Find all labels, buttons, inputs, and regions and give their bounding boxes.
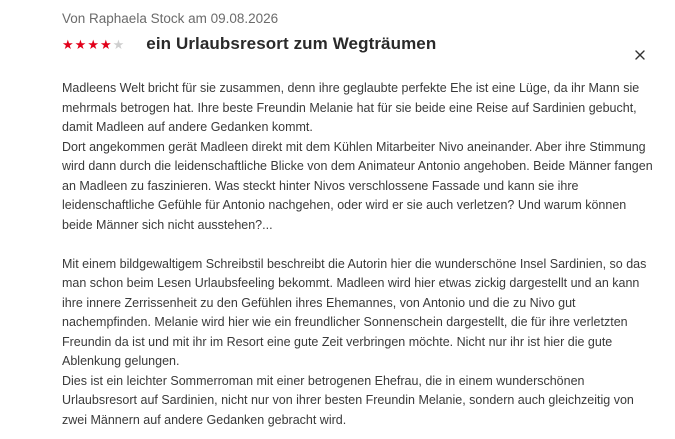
star-icon: ★: [74, 36, 87, 52]
close-button[interactable]: [630, 45, 650, 65]
review-paragraph: Mit einem bildgewaltigem Schreibstil beschreibt die Autorin hier die wunderschöne Insel Sardinien, so das man schon beim Lesen Urlaubsfeeling bekommt. Madleen wird hier etwas zickig dargestellt und an kann ihre innere Zerrissenheit zu den Gefühlen ihres Ehemannes, von Antonio und die zu Nivo gut nachempfinden. Melanie wird hier wie ein freundlicher Sonnenschein dargestellt, die für ihre verletzten Freundin da ist und mit ihr im Resort eine gute Zeit verbringen möchte. Nicht nur ihr ist hier die gute Ablenkung gelungen. Dies ist ein leichter Sommerroman mit einer betrogenen Ehefrau, die in einem wunderschönen Urlaubsresort auf Sardinien, nicht nur von ihrer besten Freundin Melanie, sondern auch gleichzeitig von zwei Männern auf andere Gedanken gebracht wird.: [62, 256, 647, 427]
review-body: [62, 79, 657, 430]
review-title: ein Urlaubsresort zum Wegträumen: [146, 34, 437, 53]
star-icon: ★: [62, 36, 74, 52]
star-icon: ★: [87, 36, 99, 52]
review-author-date: Von Raphaela Stock am 09.08.2026: [62, 11, 279, 26]
close-icon: [635, 50, 645, 60]
review-paragraph: Madleens Welt bricht für sie zusammen, denn ihre geglaubte perfekte Ehe ist eine Lüge, da ihr Mann sie mehrmals betrogen hat. Ihre beste Freundin Melanie hat für sie beide eine Reise auf Sardinien gebucht, damit Madleen auf andere Gedanken kommt. Dort angekommen gerät Madleen direkt mit dem Kühlen Mitarbeiter Nivo aneinander. Aber ihre Stimmung wird dann durch die leidenschaftliche Blicke von dem Animateur Antonio angehoben. Beide Männer fangen an Madleen zu faszinieren. Was steckt hinter Nivos verschlossene Fassade und kann sie ihre leidenschaftliche Gefühle für Antonio nachgehen, oder wird er sie auch verletzen? Und warum können beide Männer sich nicht ausstehen?...: [62, 81, 653, 232]
star-icon: ★: [99, 36, 112, 52]
star-icon: ★: [112, 36, 125, 52]
star-rating: [62, 32, 125, 56]
rating-title-row: [62, 32, 436, 56]
